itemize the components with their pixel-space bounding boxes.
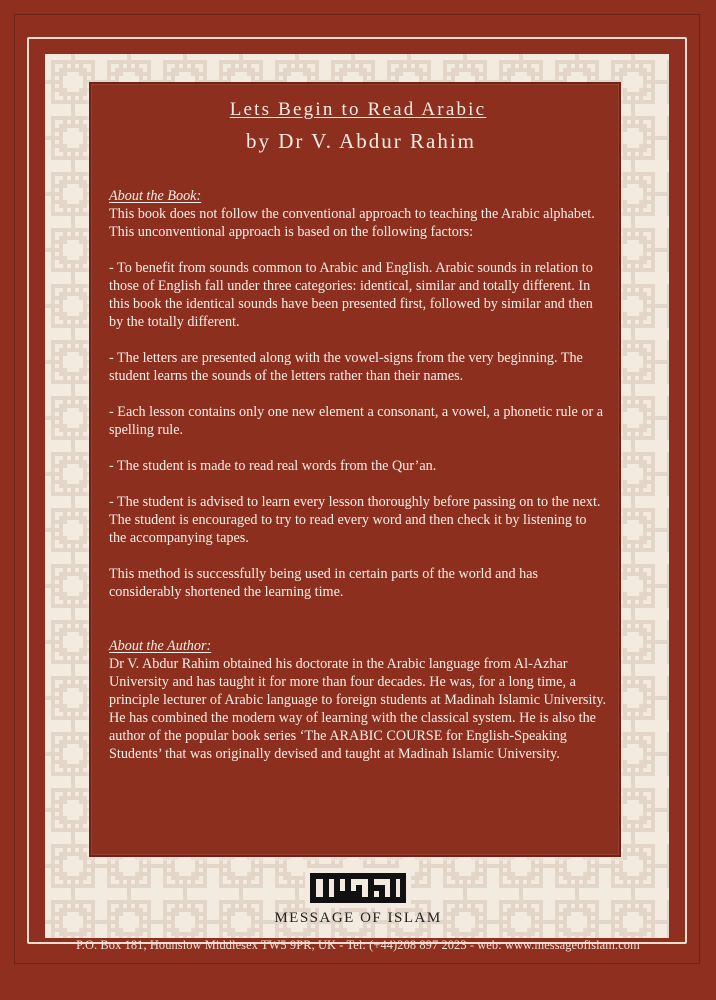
description-text [109,187,607,781]
about-author-heading: About the Author: [109,638,212,654]
about-book-paragraph-4: - Each lesson contains only one new element a consonant, a vowel, a phonetic rule or a spelling rule. [109,404,604,438]
about-author-section [109,637,607,763]
about-book-paragraph-7: This method is successfully being used in certain parts of the world and has considerably shortened the learning time. [109,566,539,600]
about-book-paragraph-3: - The letters are presented along with the vowel-signs from the very beginning. The student learns the sounds of the letters rather than their names. [109,350,583,384]
about-book-paragraph-1: This book does not follow the conventional approach to teaching the Arabic alphabet. This unconventional approach is based on the following factors: [109,206,595,240]
about-book-paragraph-5: - The student is made to read real words from the Qur’an. [109,458,437,474]
about-book-section [109,187,607,601]
about-book-heading: About the Book: [109,188,202,204]
about-book-paragraph-6: - The student is advised to learn every lesson thoroughly before passing on to the next. The student is encouraged to try to read every word and then check it by listening to the accompanying tapes. [109,494,601,546]
book-title: Lets Begin to Read Arabic [229,99,487,120]
main-content-box [89,82,621,857]
message-of-islam-logo-icon [305,868,411,908]
author-line: by Dr V. Abdur Rahim [246,129,476,153]
about-book-paragraph-2: - To benefit from sounds common to Arabic and English. Arabic sounds in relation to those of English fall under three categories: identical, similar and totally different. In this book the identical sounds have been presented first, followed by similar and then by the totally different. [109,260,593,330]
publisher-name: MESSAGE OF ISLAM [274,910,442,926]
about-author-paragraph: Dr V. Abdur Rahim obtained his doctorate in the Arabic language from Al-Azhar University and has taught it for more than four decades. He was, for a long time, a principle lecturer of Arabic language to foreign students at Madinah Islamic University. He has combined the modern way of learning with the classical system. He is also the author of the popular book series ‘The ARABIC COURSE for English-Speaking Students’ that was originally devised and taught at Madinah Islamic University. [109,656,607,762]
bottom-band [14,964,700,988]
title-block [91,99,619,153]
contact-footer: P.O. Box 181, Hounslow Middlesex TW5 9PR, UK - Tel: (+44)208 897 2023 - web: www.messageofislam.com [76,938,640,952]
